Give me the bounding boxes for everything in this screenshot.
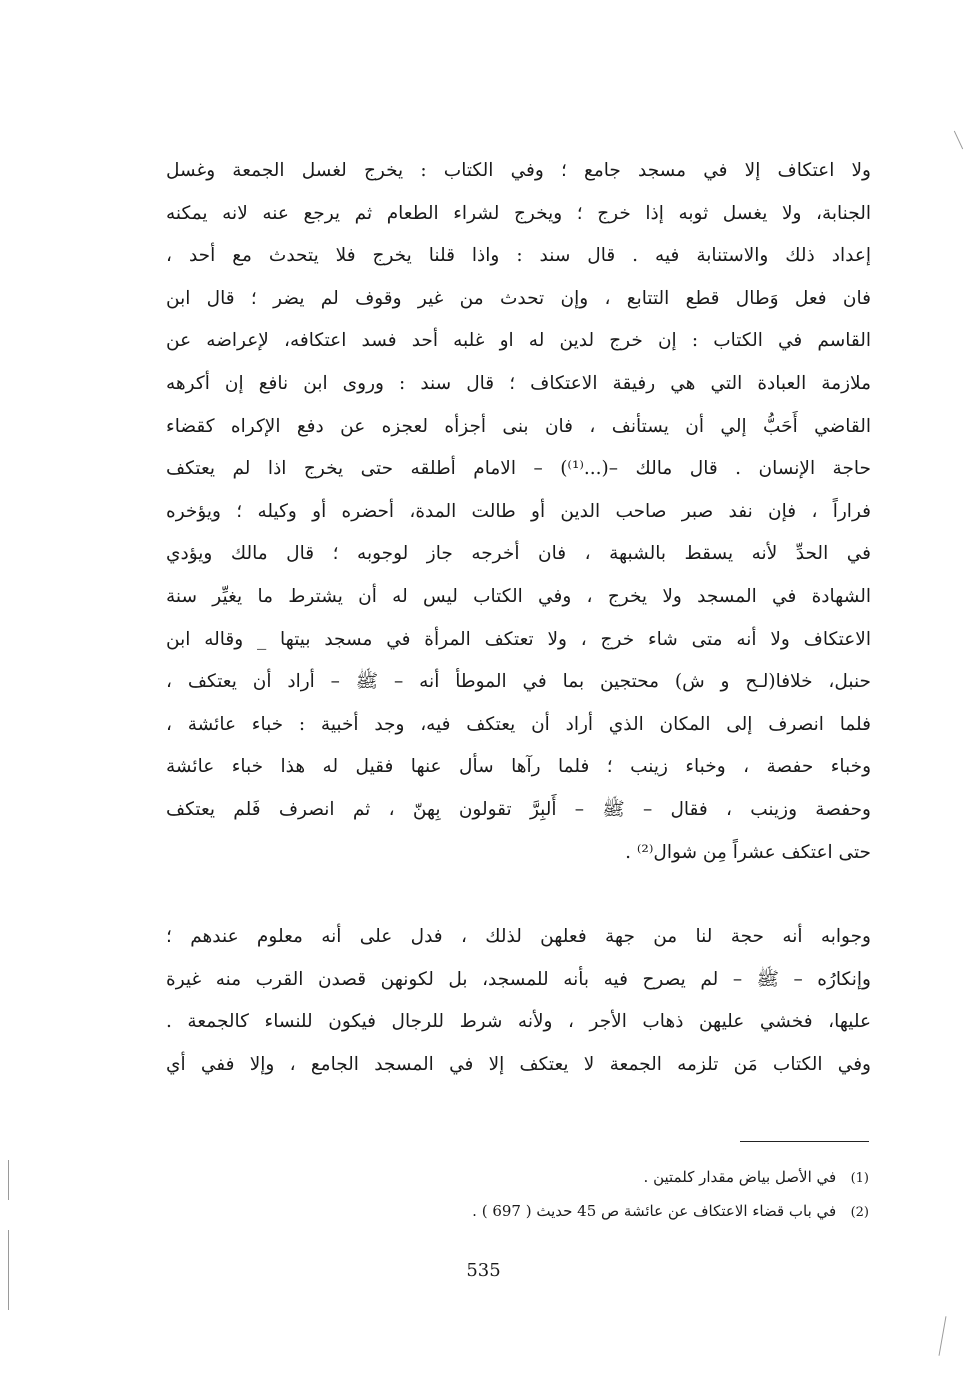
- scan-edge-mark: [8, 1230, 9, 1310]
- text-line: فلما انصرف إلى المكان الذي أراد أن يعتكف فيه، وجد أخبية : خباء عائشة ،: [166, 713, 871, 735]
- scan-edge-mark: [954, 131, 963, 150]
- text-line: ولا اعتكاف إلا في مسجد جامع ؛ وفي الكتاب : يخرج لغسل الجمعة وغسل: [166, 160, 871, 181]
- footnote-marker: (1): [850, 1171, 869, 1186]
- text-line: في الحدِّ لأنه يسقط بالشبهة ، فان أخرجه جاز لوجوبه ؛ قال مالك ويؤدي: [166, 543, 871, 565]
- text-line: وحفصة وزينب ، فقال – ﷺ – أَلبِرَّ تقولون بِهنّ ، ثم انصرف فَلم يعتكف: [166, 798, 871, 820]
- text-line: الجنابة، ولا يغسل ثوبه إذا خرج ؛ ويخرج لشراء الطعام ثم يرجع عنه لانه يمكنه: [166, 202, 871, 224]
- footnote-divider: [740, 1141, 869, 1142]
- text-line: إعداد ذلك والاستنابة فيه . قال سند : واذا قلنا يخرج فلا يتحدث مع أحد ،: [166, 245, 871, 267]
- paragraph-main: [166, 150, 871, 874]
- footnote-item: [166, 1160, 869, 1194]
- footnote-marker: (2): [850, 1205, 869, 1220]
- paragraph-answer: [166, 916, 871, 1086]
- text-line: وفي الكتاب مَن تلزمه الجمعة لا يعتكف إلا في المسجد الجامع ، وإلا ففي أي: [166, 1053, 871, 1075]
- text-line: ملازمة العبادة التي هي رفيقة الاعتكاف ؛ قال سند : وروى ابن نافع إن أكرهه: [166, 372, 871, 394]
- text-line: حنبل، خلافا(لـح و ش) محتجين بما في الموطأ أنه – ﷺ – أراد أن يعتكف ،: [166, 671, 871, 693]
- footnote-text: في باب قضاء الاعتكاف عن عائشة ص 45 حديث ( 697 ) .: [472, 1202, 837, 1220]
- text-line: وخباء حفصة ، وخباء زينب ؛ فلما رآها سأل عنها فقيل له هذا خباء عائشة: [166, 756, 871, 778]
- scan-edge-mark: [8, 1160, 9, 1200]
- scan-edge-mark: [939, 1316, 947, 1356]
- text-line: الاعتكاف ولا أنه متى شاء خرج ، ولا تعتكف المرأة في مسجد بيتها _ وقاله ابن: [166, 628, 871, 650]
- footnote-text: في الأصل بياض مقدار كلمتين .: [643, 1168, 837, 1186]
- text-line: وإنكارُه – ﷺ – لم يصرح فيه بأنه للمسجد، بل لكونهن قصدن القرب منه غيرة: [166, 968, 871, 990]
- footnote-item: [166, 1194, 869, 1228]
- text-line: الشهادة في المسجد ولا يخرج ، وفي الكتاب ليس له أن يشترط ما يغيِّر سنة: [166, 585, 871, 607]
- text-line: حتى اعتكف عشراً مِن شوال⁽²⁾ .: [625, 841, 871, 863]
- page-number: 535: [466, 1260, 501, 1281]
- text-line: حاجة الإنسان . قال مالك –(...⁽¹⁾) – الامام أطلقه حتى يخرج اذا لم يعتكف: [166, 458, 871, 480]
- text-line: القاسم في الكتاب : إن خرج لدين له او غلبه أحد فسد اعتكافه، لإعراضه عن: [166, 330, 871, 352]
- footnotes: [166, 1160, 869, 1228]
- text-line: القاضي أَحَبُّ إلي أن يستأنف ، فان بنى أجزأه لعجزه عن دفع الإكراه كقضاء: [166, 415, 871, 437]
- text-line: وجوابه أنه حجة لنا من جهة فعلهن لذلك ، فدل على أنه معلوم عندهم ؛: [166, 926, 871, 947]
- text-line: فان فعل وَطال قطع التتابع ، وإن تحدث من غير وقوف لم يضر ؛ قال ابن: [166, 287, 871, 309]
- text-line: عليها، فخشي عليهن ذهاب الأجر ، ولأنه شرط للرجال فيكون للنساء كالجمعة .: [166, 1011, 871, 1033]
- text-line: فراراً ، فإن نفد صبر صاحب الدين أو طالت المدة، أحضره أو وكيله ؛ ويؤخره: [166, 500, 871, 522]
